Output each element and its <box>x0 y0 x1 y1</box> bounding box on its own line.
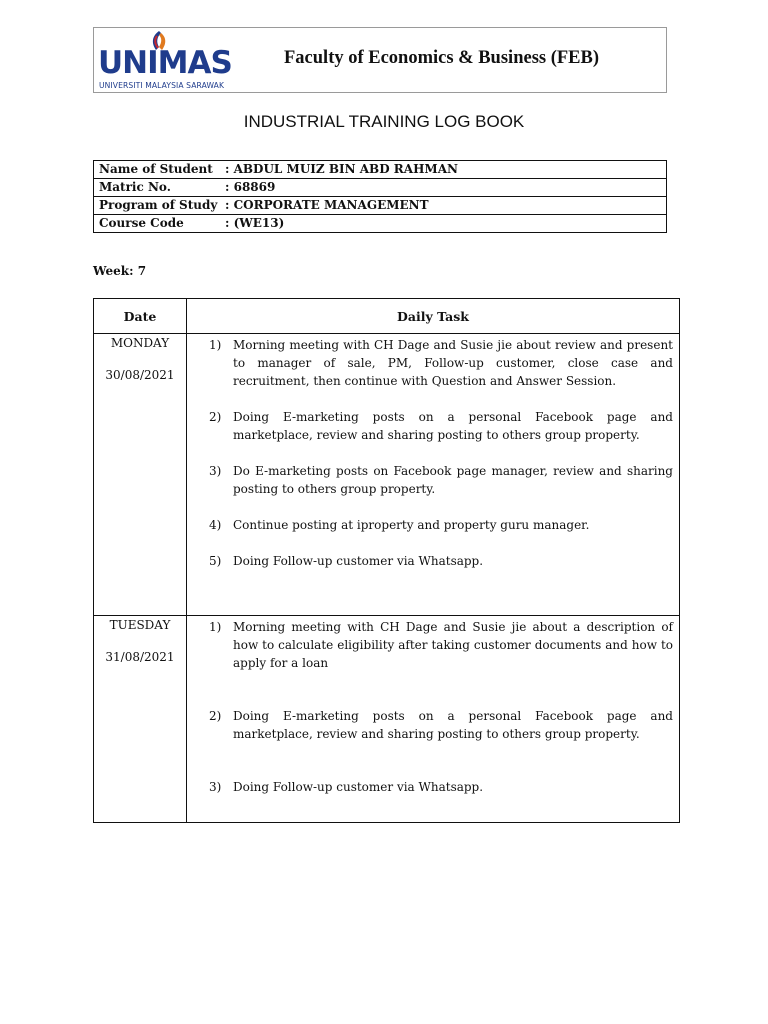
info-row <box>94 179 667 197</box>
info-label: Program of Study <box>94 197 224 215</box>
info-label: Matric No. <box>94 179 224 197</box>
task-cell <box>187 334 680 616</box>
info-value: : 68869 <box>223 179 667 197</box>
task-number: 4) <box>209 518 222 532</box>
task-item <box>195 516 673 534</box>
task-text: Do E-marketing posts on Facebook page manager, review and sharing posting to others group property. <box>233 464 673 496</box>
task-item <box>195 707 673 743</box>
task-item <box>195 336 673 390</box>
task-number: 3) <box>209 464 222 478</box>
date-value: 31/08/2021 <box>105 650 175 664</box>
log-header-row <box>94 299 680 334</box>
task-text: Doing Follow-up customer via Whatsapp. <box>233 780 484 794</box>
student-info-table <box>93 160 667 233</box>
daily-log-table <box>93 298 680 823</box>
task-text: Morning meeting with CH Dage and Susie jie about review and present to manager of sale, PM, Follow-up customer, close case and recruitment, then continue with Question and Answer Session. <box>233 338 673 388</box>
info-row <box>94 161 667 179</box>
task-number: 2) <box>209 410 222 424</box>
task-number: 1) <box>209 620 222 634</box>
info-label: Name of Student <box>94 161 224 179</box>
task-item <box>195 462 673 498</box>
date-header: Date <box>94 299 187 334</box>
task-text: Morning meeting with CH Dage and Susie jie about a description of how to calculate eligibility after taking customer documents and how to apply for a loan <box>233 620 673 670</box>
task-text: Continue posting at iproperty and property guru manager. <box>233 518 590 532</box>
date-value: 30/08/2021 <box>105 368 175 382</box>
day-name: TUESDAY <box>109 618 171 632</box>
header-box <box>93 27 667 93</box>
logo-text: UNIMAS <box>98 45 232 81</box>
task-item <box>195 778 673 796</box>
task-text: Doing E-marketing posts on a personal Facebook page and marketplace, review and sharing posting to others group property. <box>233 410 673 442</box>
task-item <box>195 552 673 570</box>
info-label: Course Code <box>94 215 224 233</box>
task-text: Doing E-marketing posts on a personal Facebook page and marketplace, review and sharing posting to others group property. <box>233 709 673 741</box>
task-number: 2) <box>209 709 222 723</box>
info-value: : CORPORATE MANAGEMENT <box>223 197 667 215</box>
log-row-tuesday <box>94 616 680 823</box>
task-list <box>195 618 673 796</box>
task-number: 5) <box>209 554 222 568</box>
date-cell <box>94 616 187 823</box>
task-text: Doing Follow-up customer via Whatsapp. <box>233 554 484 568</box>
info-row <box>94 197 667 215</box>
document-title: INDUSTRIAL TRAINING LOG BOOK <box>243 112 525 131</box>
info-value: : (WE13) <box>223 215 667 233</box>
date-cell <box>94 334 187 616</box>
task-item <box>195 408 673 444</box>
task-list <box>195 336 673 570</box>
unimas-logo <box>98 30 248 92</box>
week-label: Week: 7 <box>93 264 147 278</box>
task-item <box>195 618 673 672</box>
logo-subtitle: UNIVERSITI MALAYSIA SARAWAK <box>99 81 225 90</box>
log-row-monday <box>94 334 680 616</box>
day-name: MONDAY <box>110 336 170 350</box>
info-value: : ABDUL MUIZ BIN ABD RAHMAN <box>223 161 667 179</box>
task-number: 1) <box>209 338 222 352</box>
daily-task-header: Daily Task <box>187 299 680 334</box>
task-cell <box>187 616 680 823</box>
faculty-title: Faculty of Economics & Business (FEB) <box>284 48 600 68</box>
info-row <box>94 215 667 233</box>
task-number: 3) <box>209 780 222 794</box>
